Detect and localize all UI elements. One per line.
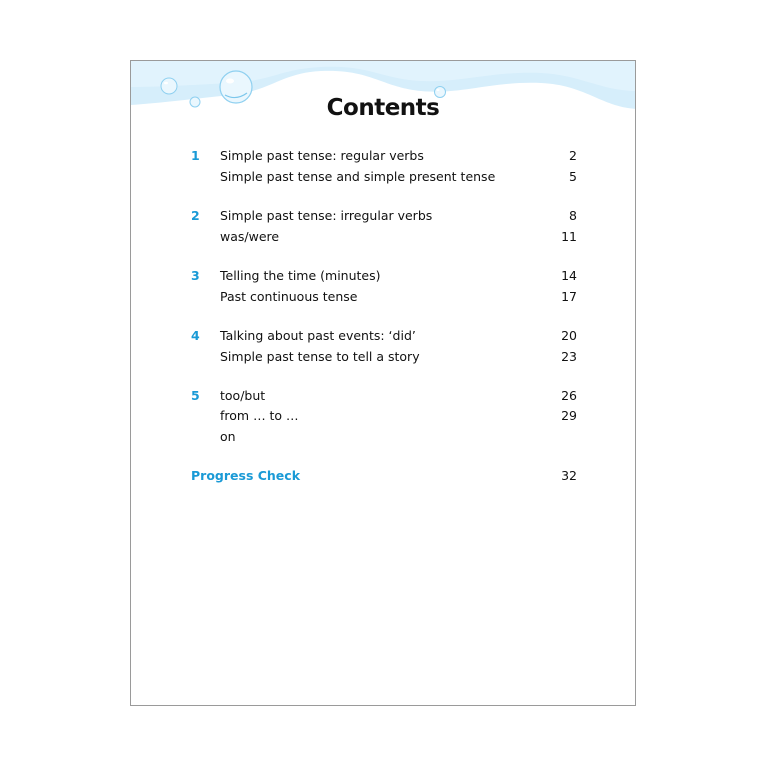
toc-row[interactable]	[131, 287, 635, 307]
unit-number: 4	[191, 328, 200, 343]
entry-title: Past continuous tense	[220, 289, 358, 304]
page-title: Contents	[326, 95, 440, 121]
entry-title: Simple past tense and simple present tense	[220, 169, 496, 184]
entry-page: 23	[561, 349, 577, 364]
toc-row[interactable]	[131, 427, 635, 447]
toc-row[interactable]	[131, 206, 635, 226]
toc-row[interactable]	[131, 266, 635, 286]
entry-title: Simple past tense: regular verbs	[220, 148, 424, 163]
entry-title: on	[220, 429, 236, 444]
toc-row[interactable]	[131, 386, 635, 406]
toc-row-progress-check[interactable]	[131, 466, 635, 486]
entry-page: 32	[561, 468, 577, 483]
unit-number: 2	[191, 208, 200, 223]
toc-row[interactable]	[131, 406, 635, 426]
table-of-contents	[131, 61, 635, 705]
entry-page: 8	[569, 208, 577, 223]
entry-title: Telling the time (minutes)	[220, 268, 381, 283]
toc-row[interactable]	[131, 326, 635, 346]
entry-page: 20	[561, 328, 577, 343]
entry-title: Simple past tense to tell a story	[220, 349, 420, 364]
toc-row[interactable]	[131, 146, 635, 166]
entry-page: 14	[561, 268, 577, 283]
entry-page: 2	[569, 148, 577, 163]
entry-title: Talking about past events: ‘did’	[220, 328, 416, 343]
toc-row[interactable]	[131, 167, 635, 187]
entry-title: was/were	[220, 229, 280, 244]
entry-page: 17	[561, 289, 577, 304]
entry-page: 29	[561, 408, 577, 423]
entry-page: 26	[561, 388, 577, 403]
unit-number: 5	[191, 388, 200, 403]
progress-check-title: Progress Check	[191, 468, 301, 483]
entry-title: too/but	[220, 388, 266, 403]
contents-page	[130, 60, 636, 706]
entry-title: from … to …	[220, 408, 299, 423]
unit-number: 1	[191, 148, 200, 163]
entry-page: 5	[569, 169, 577, 184]
toc-row[interactable]	[131, 347, 635, 367]
toc-row[interactable]	[131, 227, 635, 247]
unit-number: 3	[191, 268, 200, 283]
entry-title: Simple past tense: irregular verbs	[220, 208, 433, 223]
entry-page: 11	[561, 229, 577, 244]
